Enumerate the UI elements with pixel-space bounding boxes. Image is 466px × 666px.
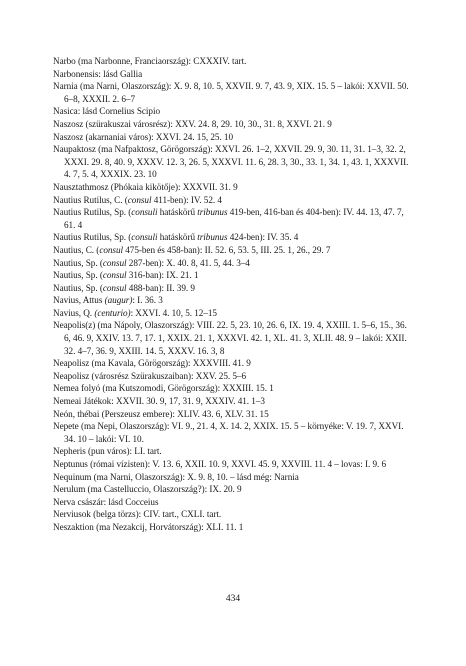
entry-text: Navius, Q. <box>53 307 95 318</box>
italic-term: consul <box>127 194 152 205</box>
entry-text: Nerviusok (belga törzs): CIV. tart., CXLI. tart. <box>53 509 222 520</box>
page-number: 434 <box>225 594 241 604</box>
index-entry <box>53 257 413 270</box>
index-entry <box>53 68 413 81</box>
entry-text: Nemeai Játékok: XXVII. 30. 9, 17, 31. 9, XXXIV. 41. 1–3 <box>53 396 265 407</box>
entry-text: Nepheris (pun város): LI. tart. <box>53 446 162 457</box>
entry-text: Nautius, Sp. ( <box>53 270 103 281</box>
entry-text: Nepete (ma Nepi, Olaszország): VI. 9., 21. 4, X. 14. 2, XXIX. 15. 5 – környéke: V. 19. 7, XXVI. 34. 10 – lakói: VI. 10. <box>53 421 404 444</box>
index-entry <box>53 408 413 421</box>
entry-text: Narbo (ma Narbonne, Franciaország): CXXXIV. tart. <box>53 56 247 66</box>
entry-text: Neptunus (római vízisten): V. 13. 6, XXII. 10. 9, XXVI. 45. 9, XXVIII. 11. 4 – lovas: I. 9. 6 <box>53 459 387 469</box>
index-entry <box>53 445 413 458</box>
entry-text: Navius, Attus <box>53 295 105 306</box>
entry-text: Naupaktosz (ma Nafpaktosz, Görögország): XXVI. 26. 1–2, XXVII. 29. 9, 30. 11, 31. 1–3, 32. 2, XXXI. 29. 8, 40. 9, XXXV. 12. 3, 26. 5, XXXVI. 11. 6, 28. 3, 30., 33. 1, 34. 1, 43. 1, XXXVII. 4. 7, 5. 4, XXXIX. 23. 10 <box>53 144 409 180</box>
italic-term: consuli <box>131 207 158 218</box>
entry-text: 411-ben): IV. 52. 4 <box>151 194 222 205</box>
italic-term: consul <box>102 270 127 281</box>
italic-term: consul <box>99 244 123 255</box>
entry-text: Nautius Rutilus, Sp. ( <box>53 232 132 243</box>
entry-text: Nautius Rutilus, Sp. ( <box>53 207 132 218</box>
index-entry <box>53 483 413 496</box>
entry-text: Naszosz (szürakuszai városrész): XXV. 24. 8, 29. 10, 30., 31. 8, XXVI. 21. 9 <box>53 118 332 129</box>
entry-text: 419-ben, 416-ban és 404-ben): IV. 44. 13, 47. 7, 61. 4 <box>64 207 404 230</box>
entry-text: Neszaktion (ma Nezakcij, Horvátország): XLI. 11. 1 <box>53 521 244 532</box>
index-entry <box>53 143 413 181</box>
italic-term: (augur) <box>104 295 133 306</box>
index-entry <box>53 508 413 521</box>
italic-term: consuli <box>131 232 158 243</box>
index-entry <box>53 105 413 118</box>
entry-text: Neón, thébai (Perszeusz embere): XLIV. 43. 6, XLV. 31. 15 <box>53 408 269 419</box>
entry-text: 488-ban): II. 39. 9 <box>126 282 195 293</box>
index-entry <box>53 395 413 408</box>
entry-text: : XXVI. 4. 10, 5. 12–15 <box>130 307 217 318</box>
entry-text: Neapolisz (városrész Szürakuszaiban): XXV. 25. 5–6 <box>53 370 247 381</box>
entry-text: Nerulum (ma Castelluccio, Olaszország?): IX. 20. 9 <box>53 484 242 495</box>
italic-term: (centurio) <box>94 307 131 318</box>
index-entry <box>53 357 413 370</box>
index-entry <box>53 521 413 534</box>
entry-text: hatáskörű <box>157 232 198 243</box>
entry-text: 316-ban): IX. 21. 1 <box>126 270 199 281</box>
entry-text: Nequinum (ma Narni, Olaszország): X. 9. 8, 10. – lásd még: Narnia <box>53 471 299 482</box>
index-entry <box>53 458 413 471</box>
index-entry <box>53 206 413 231</box>
entry-text: Neapolis(z) (ma Nápoly, Olaszország): VIII. 22. 5, 23. 10, 26. 6, IX. 19. 4, XXIII. 1. 5–6, 15., 36. 6, 46. 9, XXIV. 13. 7, 17. 1, XXIX. 21. 1, XXXVI. 42. 1, XL. 41. 3, XLII. 48. 9 – lakói: XXII. 32. 4–7, 36. 9, XXIII. 14. 5, XXXV. 16. 3, 8 <box>53 320 407 356</box>
index-entry <box>53 231 413 244</box>
entry-text: 424-ben): IV. 35. 4 <box>227 232 299 243</box>
index-entry <box>53 294 413 307</box>
entry-text: Nasica: lásd Cornelius Scipio <box>53 106 160 117</box>
entry-text: Nautius, Sp. ( <box>53 282 103 293</box>
entry-text: Naszosz (akarnaniai város): XXVI. 24. 15, 25. 10 <box>53 131 234 142</box>
index-entry <box>53 181 413 194</box>
entry-text: Nerva császár: lásd Cocceius <box>53 496 159 507</box>
entry-text: Narnia (ma Narni, Olaszország): X. 9. 8, 10. 5, XXVII. 9. 7, 43. 9, XIX. 15. 5 – lakói: XXVII. 50. 6–8, XXXII. 2. 6–7 <box>53 81 409 104</box>
index-entry <box>53 370 413 383</box>
entry-text: Narbonensis: lásd Gallia <box>53 68 143 79</box>
index-entry <box>53 319 413 357</box>
entry-text: Neapolisz (ma Kavala, Görögország): XXXVIII. 41. 9 <box>53 358 251 369</box>
italic-term: tribunus <box>197 207 228 218</box>
entry-text: Nautius Rutilus, C. ( <box>53 194 128 205</box>
index-entry <box>53 194 413 207</box>
index-entries <box>53 55 413 534</box>
index-entry <box>53 496 413 509</box>
index-entry <box>53 244 413 257</box>
entry-text: 475-ben és 458-ban): II. 52. 6, 53. 5, III. 25. 1, 26., 29. 7 <box>123 244 331 255</box>
entry-text: hatáskörű <box>157 207 198 218</box>
index-entry <box>53 118 413 131</box>
index-entry <box>53 269 413 282</box>
italic-term: consul <box>102 257 127 268</box>
entry-text: Nautius, Sp. ( <box>53 257 103 268</box>
index-entry <box>53 55 413 68</box>
italic-term: consul <box>102 282 127 293</box>
entry-text: Nautius, C. ( <box>53 244 100 255</box>
entry-text: 287-ben): X. 40. 8, 41. 5, 44. 3–4 <box>126 257 250 268</box>
entry-text: Nemea folyó (ma Kutszomodi, Görögország): XXXIII. 15. 1 <box>53 383 274 394</box>
index-entry <box>53 382 413 395</box>
index-entry <box>53 420 413 445</box>
index-entry <box>53 80 413 105</box>
index-entry <box>53 282 413 295</box>
entry-text: Nausztathmosz (Phókaia kikötője): XXXVII. 31. 9 <box>53 181 238 192</box>
entry-text: : I. 36. 3 <box>132 295 163 306</box>
index-entry <box>53 131 413 144</box>
index-entry <box>53 307 413 320</box>
index-entry <box>53 471 413 484</box>
italic-term: tribunus <box>197 232 228 243</box>
